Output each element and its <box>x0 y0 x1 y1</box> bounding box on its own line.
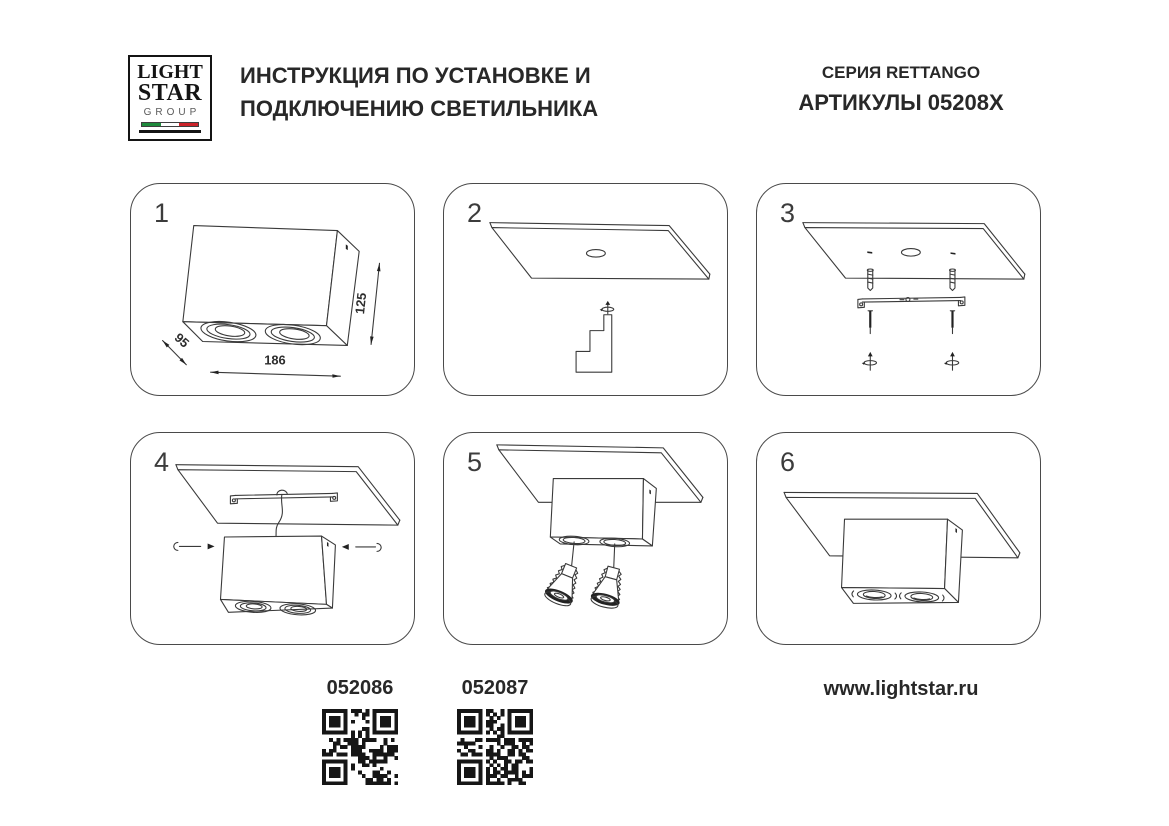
step-2-diagram-drill-hole <box>444 184 727 395</box>
ceiling-panel <box>490 223 710 279</box>
step-3-diagram-anchors-bracket <box>757 184 1040 395</box>
fixture-box <box>842 519 963 603</box>
dimension-depth <box>163 330 193 365</box>
gu10-bulb <box>589 564 628 611</box>
article-block-2 <box>455 677 535 785</box>
fixture-box <box>183 226 359 348</box>
side-screw-left <box>174 542 215 550</box>
flag-red <box>179 123 198 126</box>
step-panel-6 <box>756 432 1041 645</box>
lightstar-logo <box>128 55 212 141</box>
flag-green <box>142 123 161 126</box>
dimension-width <box>211 352 341 377</box>
logo-word-light: LIGHT <box>137 61 203 83</box>
screw-rotation-icon <box>862 352 877 370</box>
lamp-wire <box>614 544 615 568</box>
step-panel-5 <box>443 432 728 645</box>
step-panel-4 <box>130 432 415 645</box>
direction-arrow <box>208 543 215 549</box>
step-1-diagram-fixture-dimensions <box>131 184 414 395</box>
fixture-box <box>220 536 335 616</box>
dim-depth-label: 95 <box>171 329 193 351</box>
article-block-1 <box>320 677 400 785</box>
step-number-1: 1 <box>154 198 170 228</box>
step-number-6: 6 <box>780 447 796 477</box>
italian-flag-stripe <box>141 122 199 127</box>
step-number-5: 5 <box>467 447 483 477</box>
step-number-2: 2 <box>467 198 483 228</box>
title-line-2: ПОДКЛЮЧЕНИЮ СВЕТИЛЬНИКА <box>240 96 599 121</box>
screw-rotation-icon <box>944 352 959 370</box>
lamp-wire <box>572 542 574 566</box>
screw <box>868 311 872 334</box>
flag-white <box>161 123 180 126</box>
article-code-2: 052087 <box>461 677 529 699</box>
article-code-1: 052086 <box>326 677 394 699</box>
screw <box>950 311 954 334</box>
step-panel-1 <box>130 183 415 396</box>
header-right <box>756 64 1046 115</box>
logo-word-group: GROUP <box>143 107 201 118</box>
gu10-bulb <box>542 560 585 609</box>
mounting-bracket <box>858 297 965 308</box>
ceiling-panel <box>176 465 400 525</box>
qr-code-1 <box>322 709 398 785</box>
step-number-3: 3 <box>780 198 796 228</box>
title-line-1: ИНСТРУКЦИЯ ПО УСТАНОВКЕ И <box>240 63 591 88</box>
logo-underline <box>139 130 201 133</box>
step-number-4: 4 <box>154 447 170 477</box>
dim-width-label: 186 <box>264 352 286 368</box>
fixture-box <box>550 479 656 548</box>
dim-height-label: 125 <box>352 291 370 315</box>
step-panel-2 <box>443 183 728 396</box>
step-6-diagram-finished-installation <box>757 433 1040 644</box>
step-4-diagram-attach-fixture <box>131 433 414 644</box>
page-title <box>240 59 598 125</box>
step-drill-icon <box>576 301 614 372</box>
screw-rotation-icon <box>600 301 614 314</box>
direction-arrow <box>342 544 349 550</box>
step-5-diagram-insert-bulbs <box>444 433 727 644</box>
qr-code-2 <box>457 709 533 785</box>
step-panel-3 <box>756 183 1041 396</box>
logo-word-star: STAR <box>137 80 203 106</box>
articles-label: АРТИКУЛЫ 05208X <box>798 90 1004 115</box>
side-screw-right <box>342 543 381 551</box>
series-label: СЕРИЯ RETTANGO <box>821 63 981 82</box>
website-url: www.lightstar.ru <box>823 678 979 700</box>
ceiling-panel <box>803 223 1025 279</box>
